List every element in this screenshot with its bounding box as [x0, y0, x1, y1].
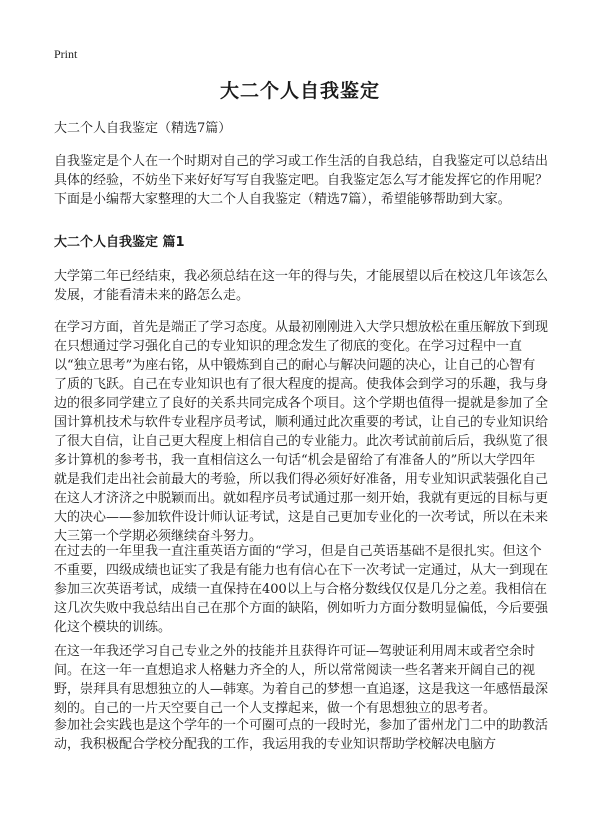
section-heading: 大二个人自我鉴定 篇1 — [54, 235, 185, 250]
print-link[interactable]: Print — [54, 47, 78, 61]
intro-paragraph: 自我鉴定是个人在一个时期对自己的学习或工作生活的自我总结，自我鉴定可以总结出具体的经验，不妨坐下来好好写写自我鉴定吧。自我鉴定怎么写才能发挥它的作用呢？下面是小编帮大家整理的大二个人自我鉴定（精选7篇），希望能够帮助到大家。 — [54, 154, 549, 207]
paragraph-4: 在这一年我还学习自己专业之外的技能并且获得许可证—驾驶证利用周末或者空余时间。在这一年一直想追求人格魅力齐全的人，所以常常阅读一些名著来开阔自己的视野，崇拜具有思想独立的人—韩寒。为着自己的梦想一直追逐，这是我这一年感悟最深刻的。自己的一片天空要自己一个人支撑起来，做一个有思想独立的思考者。 — [54, 644, 549, 716]
article-subtitle: 大二个人自我鉴定（精选7篇） — [54, 121, 232, 136]
paragraph-1: 大学第二年已经结束，我必须总结在这一年的得与失，才能展望以后在校这几年该怎么发展，才能看清未来的路怎么走。 — [54, 269, 549, 303]
paragraph-3: 在过去的一年里我一直注重英语方面的“学习，但是自己英语基础不是很扎实。但这个不重要，四级成绩也证实了我是有能力也有信心在下一次考试一定通过，从大一到现在参加三次英语考试，成绩一直保持在400以上与合格分数线仅仅是几分之差。我相信在这几次失败中我总结出自己在那个方面的缺陷，例如听力方面分数明显偏低，今后要强化这个模块的训练。 — [54, 544, 549, 635]
page-title: 大二个人自我鉴定 — [219, 80, 380, 102]
paragraph-2: 在学习方面，首先是端正了学习态度。从最初刚刚进入大学只想放松在重压解放下到现在只想通过学习强化自己的专业知识的理念发生了彻底的变化。在学习过程中一直以“独立思考”为座右铭，从中锻炼到自己的耐心与解决问题的决心，让自己的心智有了质的飞跃。自己在专业知识也有了很大程度的提高。使我体会到学习的乐趣，我与身边的很多同学建立了良好的关系共同完成各个项目。这个学期也值得一提就是参加了全国计算机技术与软件专业程序员考试，顺利通过此次重要的考试，让自己的专业知识给了很大自信，让自己更大程度上相信自己的专业能力。此次考试前前后后，我纵览了很多计算机的参考书，我一直相信这么一句话“机会是留给了有准备人的”所以大学四年就是我们走出社会前最大的考验，所以我们得必须好好准备，用专业知识武装强化自己在这人才济济之中脱颖而出。就如程序员考试通过那一刻开始，我就有更远的目标与更大的决心——参加软件设计师认证考试，这是自己更加专业化的一次考试，所以在未来大三第一个学期必须继续奋斗努力。 — [54, 320, 549, 544]
paragraph-5: 参加社会实践也是这个学年的一个可圈可点的一段时光，参加了雷州龙门二中的助教活动，我积极配合学校分配我的工作，我运用我的专业知识帮助学校解决电脑方 — [54, 718, 549, 752]
